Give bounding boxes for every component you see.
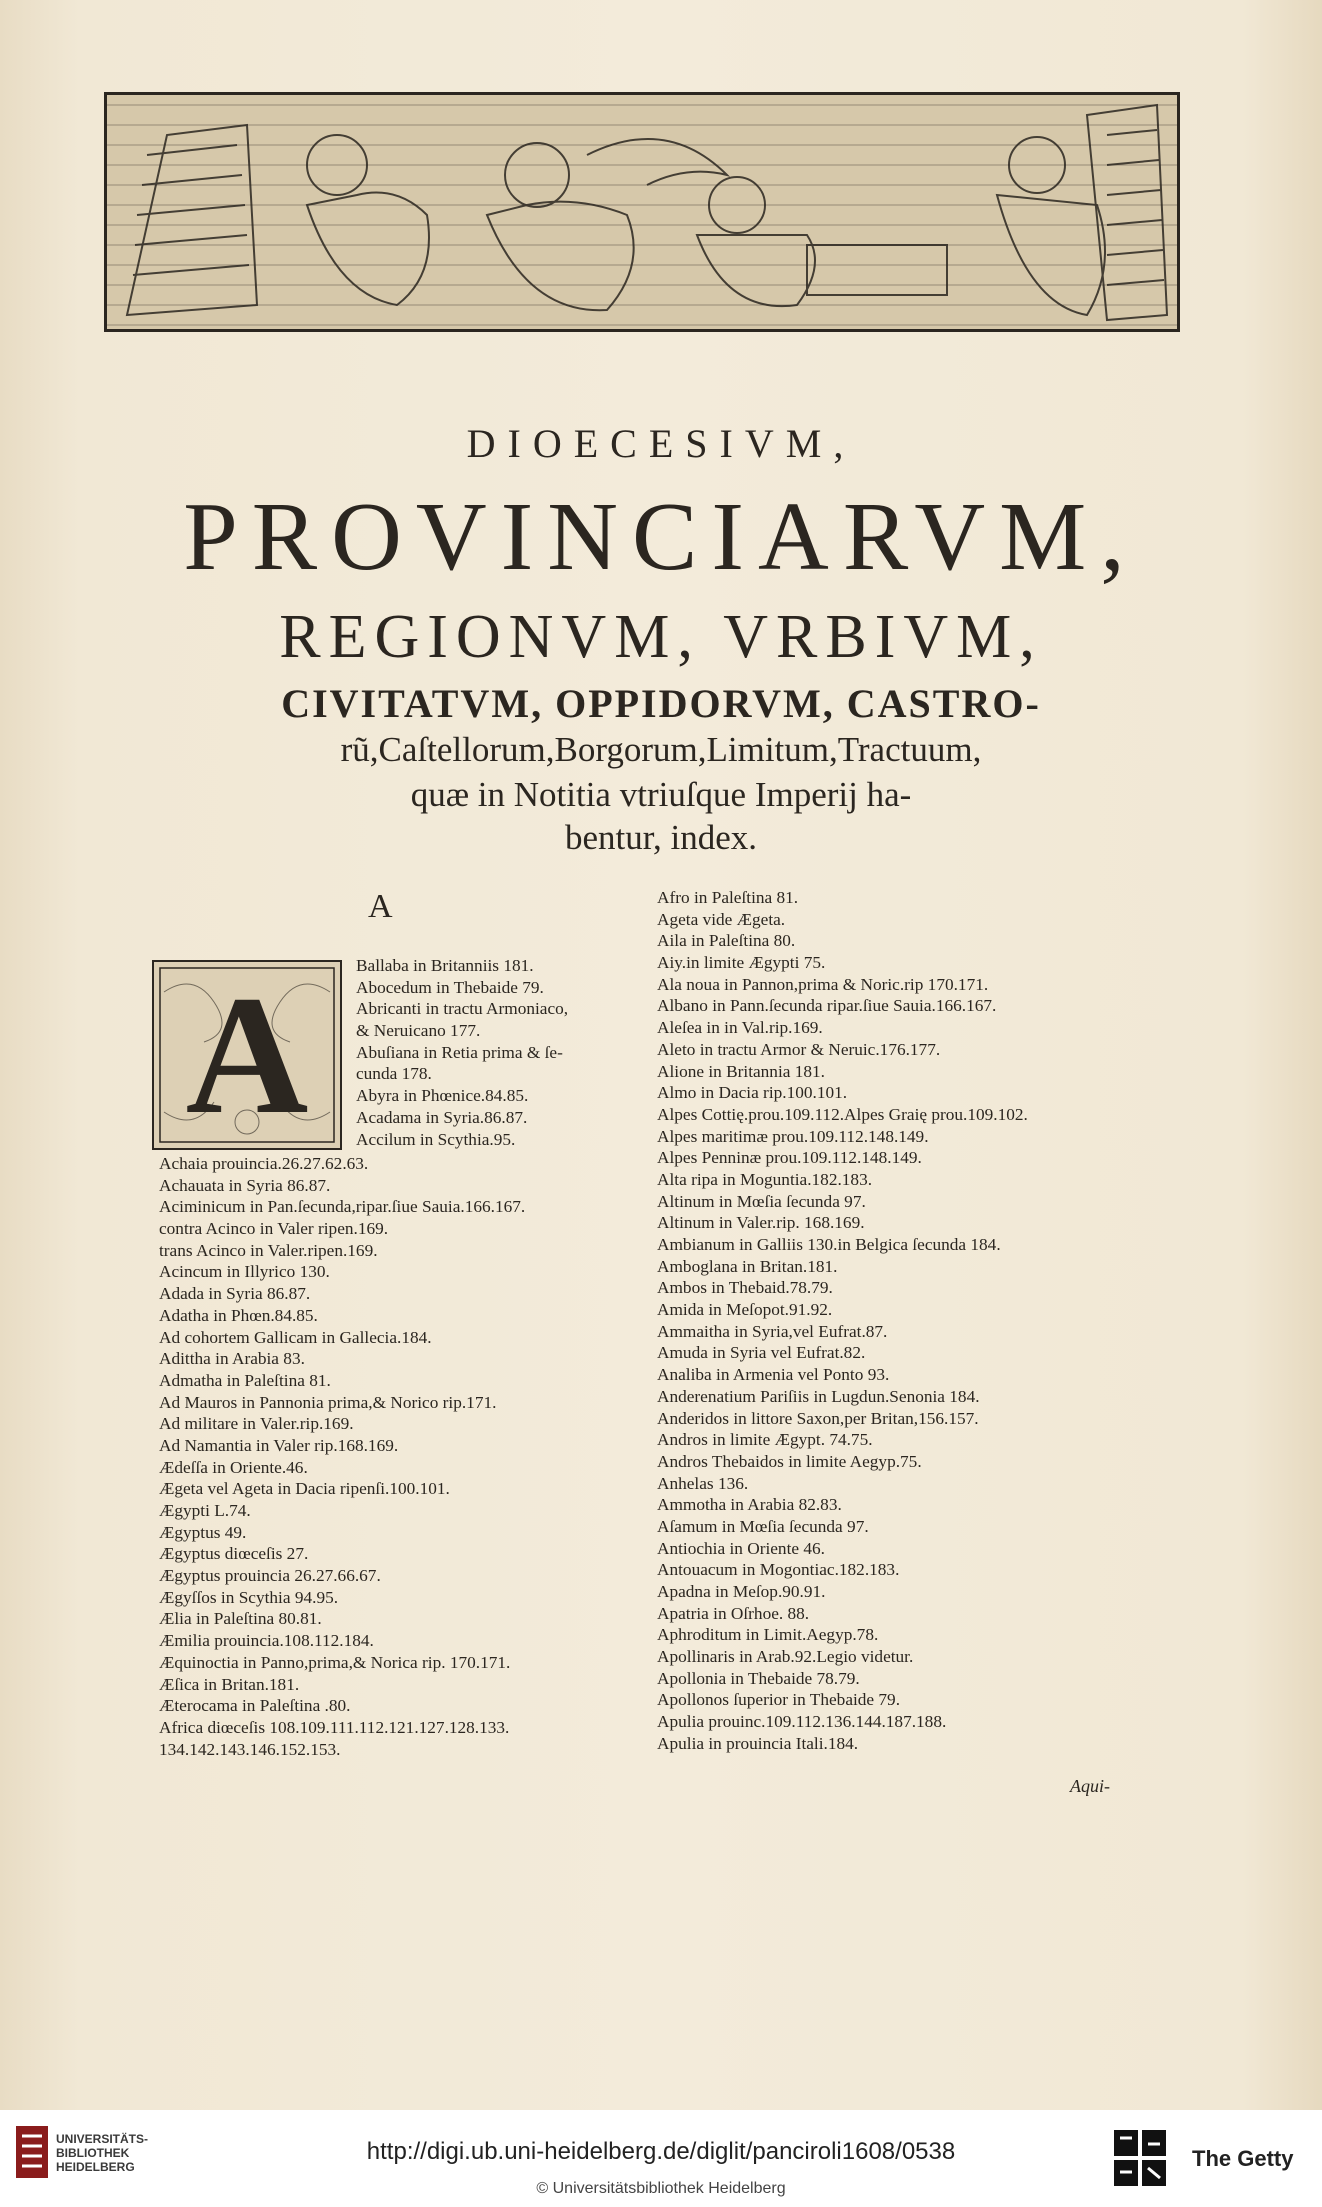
index-entry: Altinum in Mœſia ſecunda 97.	[657, 1191, 866, 1211]
index-entry: Alta ripa in Moguntia.182.183.	[657, 1169, 873, 1189]
index-entry: Afro in Paleſtina 81.	[657, 888, 799, 907]
index-entry: Aleſea in in Val.rip.169.	[657, 1018, 823, 1038]
index-entry: Abuſiana in Retia prima & ſe-	[356, 1042, 563, 1062]
index-entry: Ad Mauros in Pannonia prima,& Norico rip.171.	[159, 1392, 497, 1412]
title-line-notitia: quæ in Notitia vtriuſque Imperij ha-	[410, 775, 912, 814]
index-entry: Acadama in Syria.86.87.	[356, 1107, 528, 1127]
index-entry: Ballaba in Britanniis 181.	[356, 956, 534, 975]
index-entry: Alione in Britannia 181.	[657, 1061, 825, 1081]
section-letter: A	[368, 888, 393, 925]
index-entry: Abricanti in tractu Armoniaco,	[356, 999, 569, 1019]
index-entry: Adatha in Phœn.84.85.	[159, 1305, 318, 1325]
index-entry: Adittha in Arabia 83.	[159, 1349, 305, 1369]
index-entry: Anderenatium Pariſiis in Lugdun.Senonia 184.	[657, 1386, 980, 1406]
index-entry: Aila in Paleſtina 80.	[657, 931, 796, 951]
index-entry: Ægyptus diœceſis 27.	[159, 1544, 309, 1564]
index-entry: Ammotha in Arabia 82.83.	[657, 1495, 842, 1515]
index-entry: Ægyptus prouincia 26.27.66.67.	[159, 1566, 381, 1586]
index-entry: Albano in Pann.ſecunda ripar.ſiue Sauia.166.167.	[657, 996, 997, 1016]
index-entry: Andros in limite Ægypt. 74.75.	[657, 1430, 873, 1450]
index-entry: Ad cohortem Gallicam in Gallecia.184.	[159, 1327, 432, 1347]
index-entry: 134.142.143.146.152.153.	[159, 1739, 341, 1759]
index-entry: Aſamum in Mœſia ſecunda 97.	[657, 1516, 869, 1536]
index-entry: Alpes Penninæ prou.109.112.148.149.	[657, 1148, 922, 1168]
copyright-notice: © Universitätsbibliothek Heidelberg	[536, 2180, 786, 2197]
index-entry: Æſica in Britan.181.	[159, 1674, 300, 1694]
institution-name: UNIVERSITÄTS- BIBLIOTHEK HEIDELBERG	[56, 2132, 149, 2174]
title-line-index: bentur, index.	[564, 818, 758, 857]
title-line-regionum: REGIONVM, VRBIVM,	[279, 603, 1043, 671]
index-entry: Alpes Cottię.prou.109.112.Alpes Graię prou.109.102.	[657, 1104, 1028, 1124]
index-entry: Aphroditum in Limit.Aegyp.78.	[657, 1625, 879, 1645]
index-entry: Apadna in Meſop.90.91.	[657, 1582, 826, 1601]
index-entry: Aciminicum in Pan.ſecunda,ripar.ſiue Sauia.166.167.	[159, 1197, 526, 1217]
index-entry: Ammaitha in Syria,vel Eufrat.87.	[657, 1321, 888, 1341]
index-entry: Ad militare in Valer.rip.169.	[159, 1414, 354, 1434]
viewer-footer	[0, 2110, 1322, 2207]
index-entry: Africa diœceſis 108.109.111.112.121.127.128.133.	[159, 1717, 510, 1737]
index-entry: Abyra in Phœnice.84.85.	[356, 1086, 529, 1106]
index-entry: Apollonos ſuperior in Thebaide 79.	[657, 1690, 901, 1710]
index-entry: Altinum in Valer.rip. 168.169.	[657, 1213, 865, 1233]
index-entry: Ægyſſos in Scythia 94.95.	[159, 1587, 339, 1607]
index-entry: cunda 178.	[356, 1064, 432, 1084]
permalink-url[interactable]: http://digi.ub.uni-heidelberg.de/diglit/panciroli1608/0538	[366, 2138, 956, 2165]
index-entry: Adada in Syria 86.87.	[159, 1284, 311, 1304]
index-entry: Amida in Meſopot.91.92.	[657, 1300, 833, 1320]
index-entry: Ælia in Paleſtina 80.81.	[159, 1609, 322, 1629]
index-entry: Apollinaris in Arab.92.Legio videtur.	[657, 1647, 914, 1667]
index-entry: Ageta vide Ægeta.	[657, 909, 786, 929]
title-line-castellorum: rũ,Caſtellorum,Borgorum,Limitum,Tractuum,	[340, 730, 982, 769]
index-entry: Almo in Dacia rip.100.101.	[657, 1083, 848, 1103]
left-column-beside-initial	[356, 955, 568, 1150]
index-entry: Anderidos in littore Saxon,per Britan,156.157.	[657, 1408, 979, 1428]
index-entry: Apatria in Oſrhoe. 88.	[657, 1603, 810, 1623]
index-entry: Achaia prouincia.26.27.62.63.	[159, 1154, 369, 1173]
index-entry: Andros Thebaidos in limite Aegyp.75.	[657, 1451, 922, 1471]
title-line-dioecesium: DIOECESIVM,	[466, 421, 856, 466]
index-entry: Aiy.in limite Ægypti 75.	[657, 953, 826, 973]
index-entry: Alpes maritimæ prou.109.112.148.149.	[657, 1126, 929, 1146]
index-entry: Apollonia in Thebaide 78.79.	[657, 1668, 860, 1688]
index-entry: Æmilia prouincia.108.112.184.	[159, 1631, 374, 1651]
index-entry: Apulia prouinc.109.112.136.144.187.188.	[657, 1712, 947, 1732]
index-entry: Achauata in Syria 86.87.	[159, 1175, 331, 1195]
catchword: Aqui-	[1070, 1776, 1110, 1796]
index-entry: Ad Namantia in Valer rip.168.169.	[159, 1435, 399, 1455]
index-entry: Ægyptus 49.	[159, 1522, 247, 1542]
index-entry: Apulia in prouincia Itali.184.	[657, 1733, 859, 1753]
index-entry: Ædeſſa in Oriente.46.	[159, 1457, 308, 1477]
index-entry: Æterocama in Paleſtina .80.	[159, 1696, 351, 1716]
right-column	[657, 887, 1028, 1755]
index-entry: Abocedum in Thebaide 79.	[356, 977, 544, 997]
title-line-provinciarum: PROVINCIARVM,	[183, 483, 1139, 591]
index-entry: Antiochia in Oriente 46.	[657, 1538, 825, 1558]
partner-name: The Getty	[1192, 2146, 1294, 2171]
index-entry: Amboglana in Britan.181.	[657, 1256, 838, 1276]
index-entry: Accilum in Scythia.95.	[356, 1129, 516, 1149]
index-entry: contra Acinco in Valer ripen.169.	[159, 1219, 389, 1239]
index-entry: Anhelas 136.	[657, 1473, 749, 1493]
index-entry: Ægypti L.74.	[159, 1501, 251, 1520]
getty-logo-icon	[1112, 2128, 1168, 2188]
left-column	[159, 1153, 525, 1760]
index-entry: Amuda in Syria vel Eufrat.82.	[657, 1343, 866, 1363]
index-entry: Acincum in Illyrico 130.	[159, 1262, 330, 1282]
index-entry: Ambos in Thebaid.78.79.	[657, 1278, 833, 1298]
index-entry: Analiba in Armenia vel Ponto 93.	[657, 1365, 890, 1385]
index-entry: Antouacum in Mogontiac.182.183.	[657, 1560, 900, 1580]
index-entry: Aleto in tractu Armor & Neruic.176.177.	[657, 1039, 941, 1059]
title-line-civitatum: CIVITATVM, OPPIDORVM, CASTRO-	[281, 681, 1041, 726]
index-entry: Ægeta vel Ageta in Dacia ripenſi.100.101.	[159, 1479, 450, 1499]
woodcut-headpiece	[104, 92, 1180, 332]
index-entry: & Neruicano 177.	[356, 1021, 481, 1041]
index-entry: Æquinoctia in Panno,prima,& Norica rip. 170.171.	[159, 1652, 511, 1672]
index-entry: Ala noua in Pannon,prima & Noric.rip 170.171.	[657, 974, 989, 994]
initial-letter: A	[185, 961, 309, 1149]
index-entry: Ambianum in Galliis 130.in Belgica ſecunda 184.	[657, 1235, 1001, 1254]
decorated-initial	[152, 960, 342, 1150]
index-entry: Admatha in Paleſtina 81.	[159, 1370, 331, 1390]
index-entry: trans Acinco in Valer.ripen.169.	[159, 1240, 378, 1260]
